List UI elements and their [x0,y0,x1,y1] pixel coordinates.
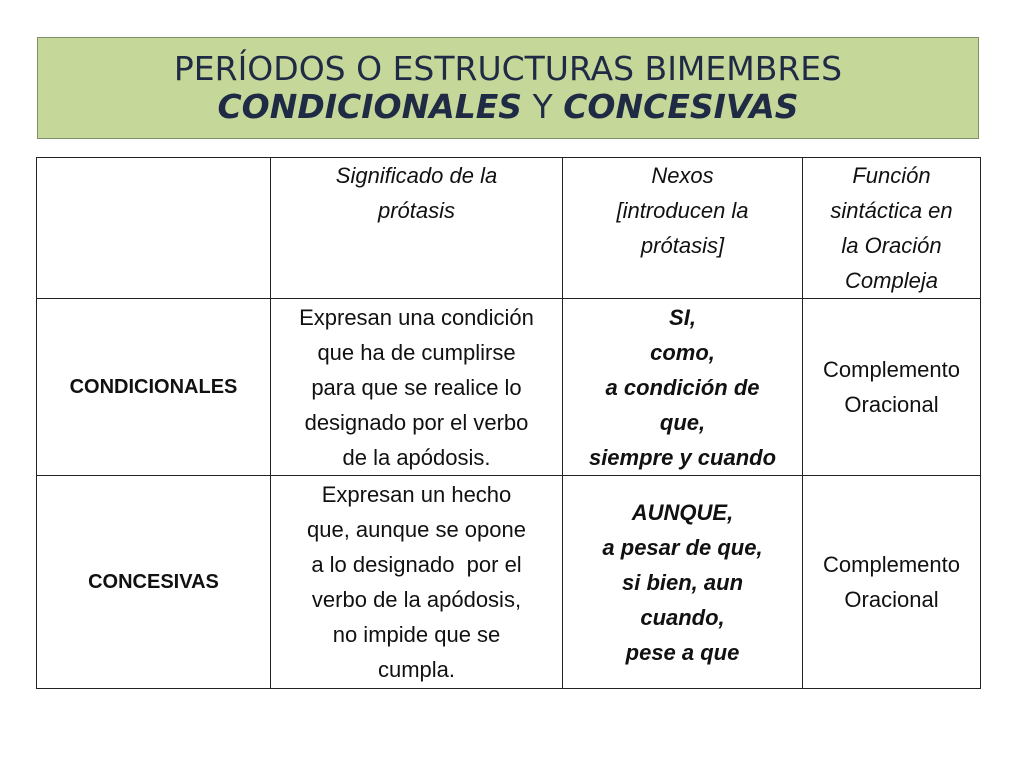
header-empty-cell [37,158,271,299]
slide-title [37,37,979,139]
significado-concesivas: Expresan un hecho que, aunque se opone a lo designado por el verbo de la apódosis, no impide que se cumpla. [271,476,563,689]
title-connector: Y [522,87,564,126]
funcion-concesivas: Complemento Oracional [803,476,981,689]
header-significado: Significado de la prótasis [271,158,563,299]
table-row-condicionales [37,299,981,476]
significado-condicionales: Expresan una condición que ha de cumplirse para que se realice lo designado por el verbo de la apódosis. [271,299,563,476]
title-concesivas: CONCESIVAS [563,87,799,126]
funcion-condicionales: Complemento Oracional [803,299,981,476]
title-line-1: PERÍODOS O ESTRUCTURAS BIMEMBRES [173,49,843,88]
title-condicionales: CONDICIONALES [217,87,523,126]
row-label-condicionales: CONDICIONALES [37,299,271,476]
title-line-2 [38,88,978,126]
header-funcion: Función sintáctica en la Oración Compleja [803,158,981,299]
nexos-condicionales: SI, como, a condición de que, siempre y cuando [563,299,803,476]
comparison-table [36,157,981,689]
table-header-row [37,158,981,299]
header-nexos: Nexos [introducen la prótasis] [563,158,803,299]
nexos-concesivas: AUNQUE, a pesar de que, si bien, aun cuando, pese a que [563,476,803,689]
table-row-concesivas [37,476,981,689]
row-label-concesivas: CONCESIVAS [37,476,271,689]
